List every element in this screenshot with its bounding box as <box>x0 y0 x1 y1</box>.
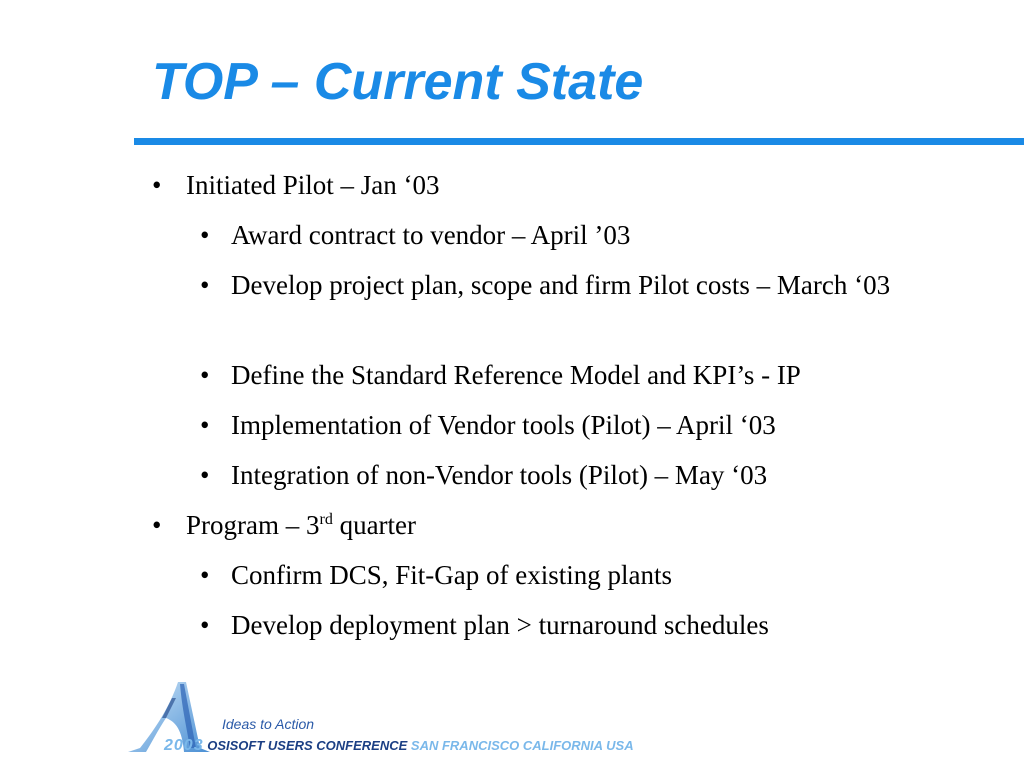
ordinal-superscript: rd <box>319 511 333 528</box>
bullet-text: Define the Standard Reference Model and KPI’s - IP <box>231 360 801 390</box>
bullet-text: Initiated Pilot – Jan ‘03 <box>186 170 440 200</box>
conference-footer <box>126 678 686 758</box>
bullet-icon: • <box>200 460 210 490</box>
footer-conference: OSISOFT USERS CONFERENCE <box>207 738 408 753</box>
bullet-text: Integration of non-Vendor tools (Pilot) – May ‘03 <box>231 460 768 490</box>
slide-title: TOP – Current State <box>152 53 644 111</box>
footer-line <box>164 738 634 754</box>
bullet-text: Confirm DCS, Fit-Gap of existing plants <box>231 560 672 590</box>
bullet-text: Award contract to vendor – April ’03 <box>231 220 631 250</box>
bullet-text-after: quarter <box>332 510 417 540</box>
bullet-icon: • <box>200 610 210 640</box>
bullet-text: Implementation of Vendor tools (Pilot) – April ‘03 <box>231 410 776 440</box>
bullet-icon: • <box>200 410 210 440</box>
bullet-icon: • <box>152 510 162 540</box>
bullet-icon: • <box>152 170 162 200</box>
bullet-icon: • <box>200 360 210 390</box>
bullet-text: Develop project plan, scope and firm Pilot costs – March ‘03 <box>231 270 891 300</box>
bullet-text <box>186 505 416 545</box>
footer-location: SAN FRANCISCO CALIFORNIA USA <box>410 738 634 753</box>
bullet-icon: • <box>200 560 210 590</box>
bullet-text-before: Program – 3 <box>186 510 320 540</box>
footer-year: 2003 <box>164 737 204 754</box>
bullet-icon: • <box>200 220 210 250</box>
title-underline <box>134 138 1024 145</box>
footer-tagline: Ideas to Action <box>222 716 315 732</box>
bullet-icon: • <box>200 270 210 300</box>
bullet-text: Develop deployment plan > turnaround schedules <box>231 610 769 640</box>
